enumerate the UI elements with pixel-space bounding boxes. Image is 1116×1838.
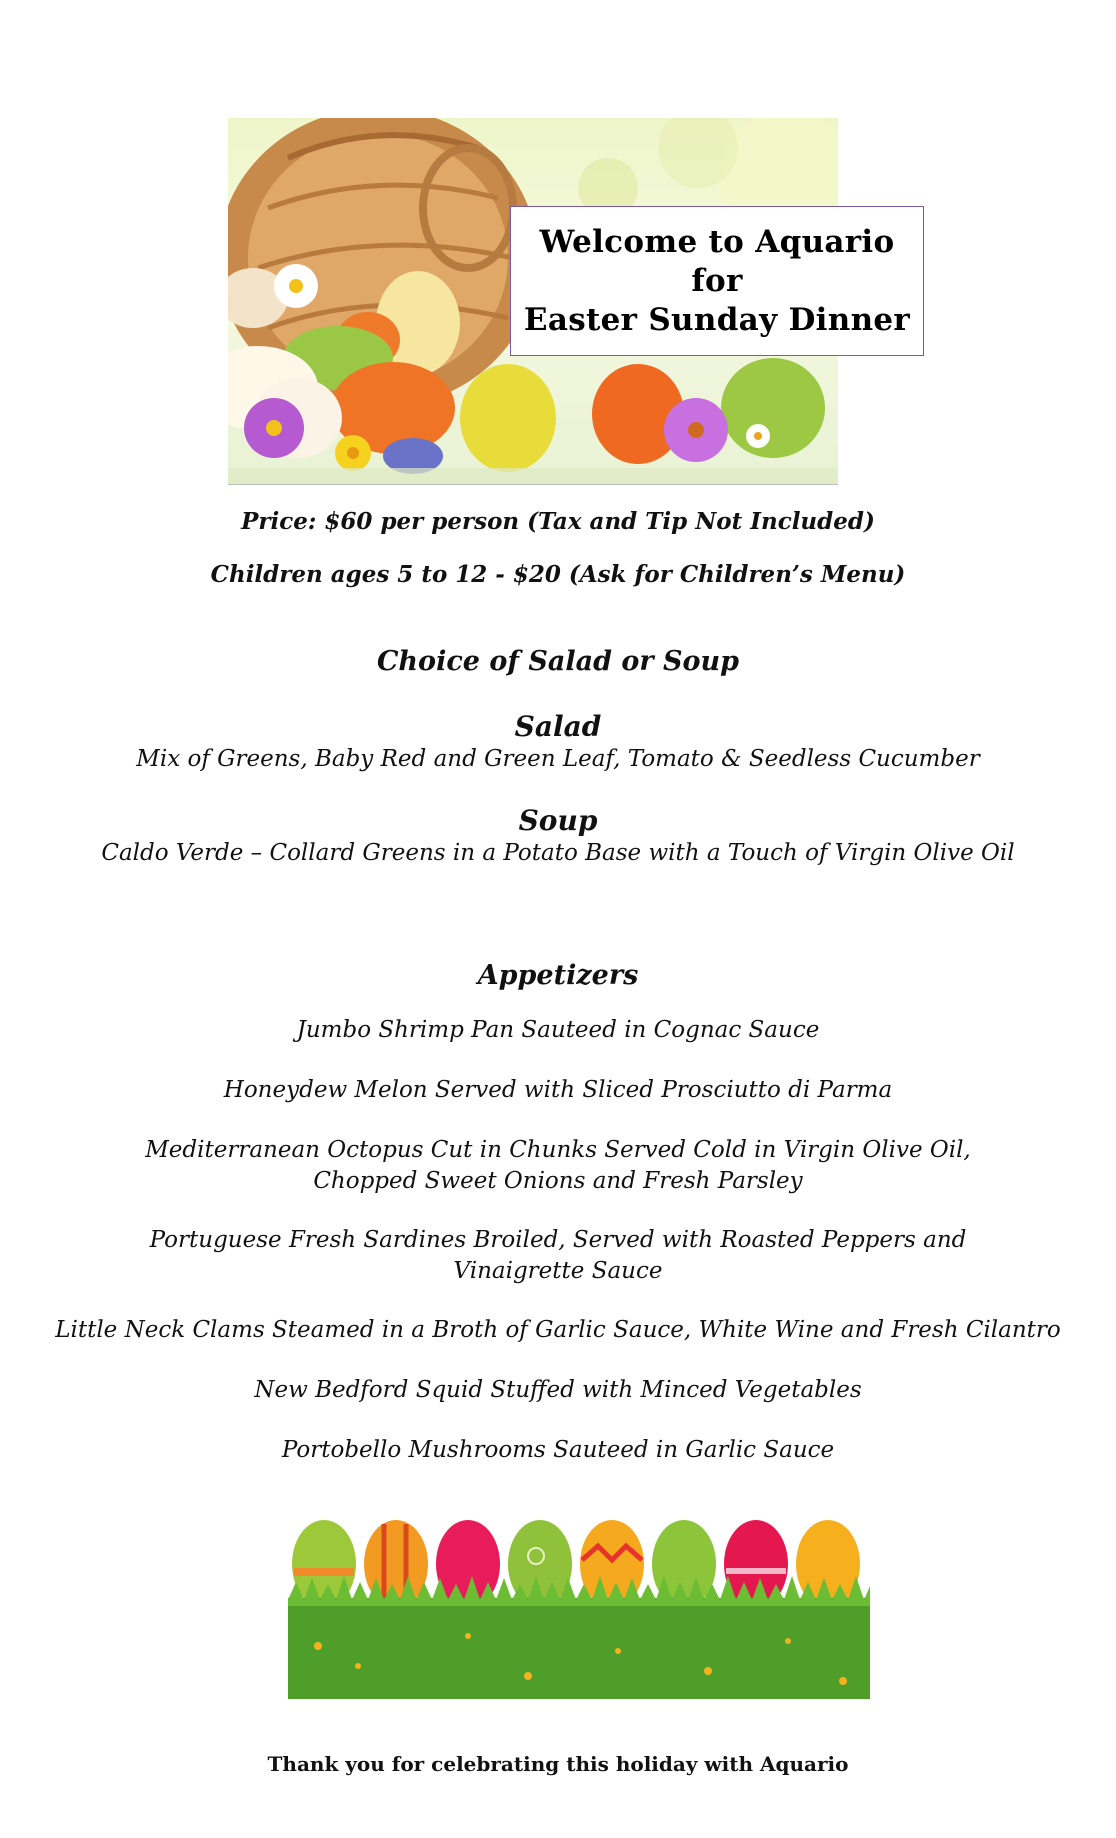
appetizer-item [0, 1075, 1116, 1106]
salad-description: Mix of Greens, Baby Red and Green Leaf, Tomato & Seedless Cucumber [136, 746, 980, 772]
appetizer-item [0, 1015, 1116, 1046]
image-baseline [228, 484, 838, 485]
appetizer-item [0, 1135, 1116, 1197]
appetizer-line: Mediterranean Octopus Cut in Chunks Served Cold in Virgin Olive Oil, [145, 1137, 971, 1163]
price-line: Price: $60 per person (Tax and Tip Not Included) [241, 508, 875, 535]
children-price-line: Children ages 5 to 12 - $20 (Ask for Children’s Menu) [210, 561, 906, 588]
salad-heading: Salad [514, 710, 602, 743]
appetizer-line: Vinaigrette Sauce [453, 1258, 663, 1284]
appetizer-line: Jumbo Shrimp Pan Sauteed in Cognac Sauce [296, 1017, 820, 1043]
welcome-title-box [510, 206, 924, 356]
choice-heading: Choice of Salad or Soup [376, 646, 740, 677]
appetizer-line: New Bedford Squid Stuffed with Minced Vegetables [254, 1377, 862, 1403]
appetizer-line: Chopped Sweet Onions and Fresh Parsley [313, 1168, 803, 1194]
appetizer-line: Little Neck Clams Steamed in a Broth of Garlic Sauce, White Wine and Fresh Cilantro [55, 1317, 1061, 1343]
thank-you-line: Thank you for celebrating this holiday with Aquario [267, 1752, 849, 1776]
appetizer-line: Portuguese Fresh Sardines Broiled, Served with Roasted Peppers and [149, 1227, 967, 1253]
soup-heading: Soup [518, 804, 598, 837]
welcome-line-1: Welcome to Aquario [539, 223, 895, 260]
appetizer-line: Portobello Mushrooms Sauteed in Garlic Sauce [281, 1437, 835, 1463]
appetizer-item [0, 1375, 1116, 1406]
appetizer-line: Honeydew Melon Served with Sliced Prosciutto di Parma [223, 1077, 893, 1103]
appetizers-heading: Appetizers [477, 960, 639, 991]
appetizer-item [0, 1315, 1116, 1346]
welcome-line-3: Easter Sunday Dinner [523, 301, 911, 338]
soup-description: Caldo Verde – Collard Greens in a Potato Base with a Touch of Virgin Olive Oil [101, 840, 1015, 866]
appetizer-item [0, 1225, 1116, 1287]
welcome-line-2: for [691, 262, 743, 299]
appetizer-item [0, 1435, 1116, 1466]
easter-eggs-grass-image [288, 1516, 870, 1699]
